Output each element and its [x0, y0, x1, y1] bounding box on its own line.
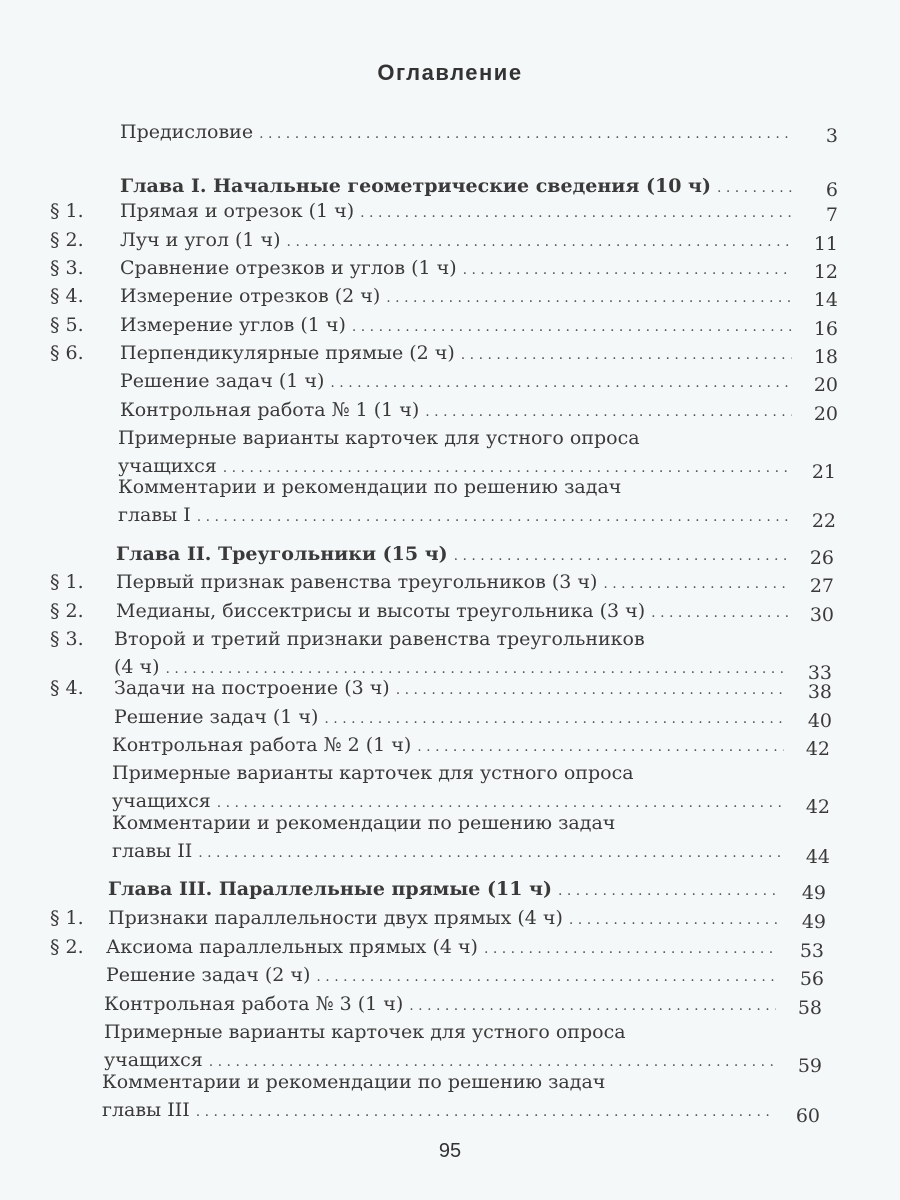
page-ref: 56 — [799, 968, 824, 990]
page-ref: 18 — [813, 346, 838, 368]
toc-chapter-entry — [0, 540, 900, 568]
page-ref: 30 — [809, 604, 834, 626]
entry-line — [108, 904, 780, 934]
page-ref: 16 — [813, 318, 838, 340]
page-ref: 21 — [811, 461, 836, 483]
dot-leader — [478, 935, 778, 963]
entry-title: главы II — [112, 840, 193, 862]
entry-title-line1: Примерные варианты карточек для устного опроса — [104, 1021, 626, 1043]
page-ref: 59 — [797, 1055, 822, 1077]
page-ref: 7 — [825, 204, 838, 226]
section-number: § 3. — [50, 257, 84, 279]
entry-title: Глава II. Треугольники (15 ч) — [116, 543, 448, 565]
page-ref: 27 — [809, 575, 834, 597]
page-ref: 42 — [805, 738, 830, 760]
entry-line — [102, 1096, 774, 1126]
toc-entry — [0, 990, 900, 1018]
dot-leader — [318, 705, 786, 733]
entry-title: Измерение углов (1 ч) — [120, 314, 346, 336]
entry-line — [116, 597, 788, 627]
dot-leader — [324, 369, 792, 397]
page-ref: 11 — [813, 233, 838, 255]
toc-chapter-entry — [0, 172, 900, 200]
toc-entry — [0, 254, 900, 282]
entry-line — [106, 961, 778, 991]
dot-leader — [380, 284, 792, 312]
entry-line — [114, 703, 786, 733]
toc-entry — [0, 226, 900, 254]
page-ref: 20 — [813, 403, 838, 425]
dot-leader — [192, 839, 784, 867]
entry-line — [108, 875, 780, 905]
section-number: § 2. — [50, 229, 84, 251]
entry-title: Сравнение отрезков и углов (1 ч) — [120, 257, 457, 279]
toc-entry — [0, 1018, 900, 1077]
entry-title: Контрольная работа № 1 (1 ч) — [120, 399, 420, 421]
section-number: § 6. — [50, 342, 84, 364]
page-ref: 6 — [825, 179, 838, 201]
entry-title-line1: Второй и третий признаки равенства треугольников — [114, 628, 645, 650]
entry-title: Первый признак равенства треугольников (3 ч) — [116, 571, 598, 593]
dot-leader — [448, 542, 788, 570]
entry-title: Признаки параллельности двух прямых (4 ч) — [108, 907, 563, 929]
page-ref: 42 — [805, 796, 830, 818]
entry-title-line1: Примерные варианты карточек для устного опроса — [112, 762, 634, 784]
page-ref: 60 — [795, 1105, 820, 1127]
page-ref: 49 — [801, 882, 826, 904]
section-number: § 3. — [50, 628, 84, 650]
entry-title: учащихся — [104, 1049, 203, 1071]
toc-entry — [0, 625, 900, 684]
toc-entry — [0, 367, 900, 395]
entry-line — [116, 540, 788, 570]
toc-entry — [0, 597, 900, 625]
entry-title: Решение задач (1 ч) — [120, 370, 325, 392]
entry-line — [120, 282, 792, 312]
dot-leader — [346, 313, 792, 341]
toc-entry — [0, 339, 900, 367]
page-ref: 53 — [799, 940, 824, 962]
toc-entry — [0, 396, 900, 424]
entry-line — [120, 197, 792, 227]
page-ref: 22 — [811, 510, 836, 532]
entry-line — [120, 254, 792, 284]
dot-leader — [552, 877, 780, 905]
toc-entry — [0, 703, 900, 731]
page-ref: 12 — [813, 261, 838, 283]
dot-leader — [403, 992, 776, 1020]
entry-title: Решение задач (2 ч) — [106, 964, 311, 986]
toc-entry — [0, 118, 900, 146]
section-number: § 1. — [50, 200, 84, 222]
entry-title: Аксиома параллельных прямых (4 ч) — [106, 936, 478, 958]
entry-title-line1: Комментарии и рекомендации по решению задач — [112, 812, 616, 834]
toc-entry — [0, 473, 900, 532]
entry-title: (4 ч) — [114, 656, 160, 678]
dot-leader — [563, 906, 780, 934]
page-ref: 49 — [801, 911, 826, 933]
section-number: § 5. — [50, 314, 84, 336]
entry-title: Глава III. Параллельные прямые (11 ч) — [108, 878, 552, 900]
section-number: § 1. — [50, 571, 84, 593]
dot-leader — [457, 256, 792, 284]
page-ref: 20 — [813, 374, 838, 396]
entry-title: Прямая и отрезок (1 ч) — [120, 200, 355, 222]
entry-title: Глава I. Начальные геометрические сведения (10 ч) — [120, 175, 711, 197]
entry-title: Задачи на построение (3 ч) — [114, 677, 390, 699]
entry-line — [120, 367, 792, 397]
entry-title: главы III — [102, 1099, 190, 1121]
dot-leader — [419, 398, 792, 426]
dot-leader — [597, 570, 788, 598]
entry-title: Решение задач (1 ч) — [114, 706, 319, 728]
section-number: § 2. — [50, 600, 84, 622]
entry-title-line1: Примерные варианты карточек для устного опроса — [118, 427, 640, 449]
toc-entry — [0, 311, 900, 339]
entry-line — [120, 118, 792, 148]
page-ref: 26 — [809, 547, 834, 569]
toc-chapter-entry — [0, 875, 900, 903]
section-number: § 4. — [50, 285, 84, 307]
entry-title: Луч и угол (1 ч) — [120, 229, 281, 251]
page-number: 95 — [438, 1140, 462, 1162]
section-number: § 4. — [50, 677, 84, 699]
entry-title: Перпендикулярные прямые (2 ч) — [120, 342, 455, 364]
dot-leader — [281, 228, 792, 256]
entry-title: главы I — [118, 504, 191, 526]
entry-line — [112, 731, 784, 761]
toc-entry — [0, 933, 900, 961]
entry-title: Медианы, биссектрисы и высоты треугольника (3 ч) — [116, 600, 646, 622]
entry-title: Контрольная работа № 3 (1 ч) — [104, 993, 404, 1015]
dot-leader — [310, 963, 778, 991]
toc-entry — [0, 1068, 900, 1127]
dot-leader — [390, 676, 786, 704]
page-ref: 38 — [807, 681, 832, 703]
entry-title-line1: Комментарии и рекомендации по решению задач — [102, 1071, 606, 1093]
page-ref: 33 — [807, 662, 832, 684]
page-ref: 14 — [813, 289, 838, 311]
dot-leader — [645, 599, 788, 627]
dot-leader — [190, 1098, 774, 1126]
dot-leader — [411, 733, 784, 761]
entry-line — [104, 990, 776, 1020]
page-ref: 3 — [825, 125, 838, 147]
entry-title: Измерение отрезков (2 ч) — [120, 285, 381, 307]
dot-leader — [191, 503, 790, 531]
entry-line — [120, 339, 792, 369]
toc-entry — [0, 904, 900, 932]
entry-title: Предисловие — [120, 121, 254, 143]
toc-entry — [0, 568, 900, 596]
entry-line — [118, 501, 790, 531]
toc-entry — [0, 961, 900, 989]
page-ref: 40 — [807, 710, 832, 732]
section-number: § 2. — [50, 936, 84, 958]
toc-entry — [0, 731, 900, 759]
toc-entry — [0, 759, 900, 818]
entry-line — [116, 568, 788, 598]
entry-title: учащихся — [112, 790, 211, 812]
entry-line — [106, 933, 778, 963]
dot-leader — [354, 199, 792, 227]
entry-title: учащихся — [118, 455, 217, 477]
dot-leader — [253, 120, 792, 148]
entry-line — [114, 674, 786, 704]
entry-line — [120, 396, 792, 426]
entry-title: Контрольная работа № 2 (1 ч) — [112, 734, 412, 756]
toc-entry — [0, 424, 900, 483]
entry-title-line1: Комментарии и рекомендации по решению задач — [118, 476, 622, 498]
page-title: Оглавление — [377, 60, 523, 85]
entry-line — [112, 837, 784, 867]
page-ref: 58 — [797, 997, 822, 1019]
section-number: § 1. — [50, 907, 84, 929]
page-ref: 44 — [805, 846, 830, 868]
dot-leader — [455, 341, 792, 369]
toc-entry — [0, 809, 900, 868]
entry-line — [120, 311, 792, 341]
toc-entry — [0, 674, 900, 702]
entry-line — [120, 226, 792, 256]
toc-entry — [0, 197, 900, 225]
toc-entry — [0, 282, 900, 310]
